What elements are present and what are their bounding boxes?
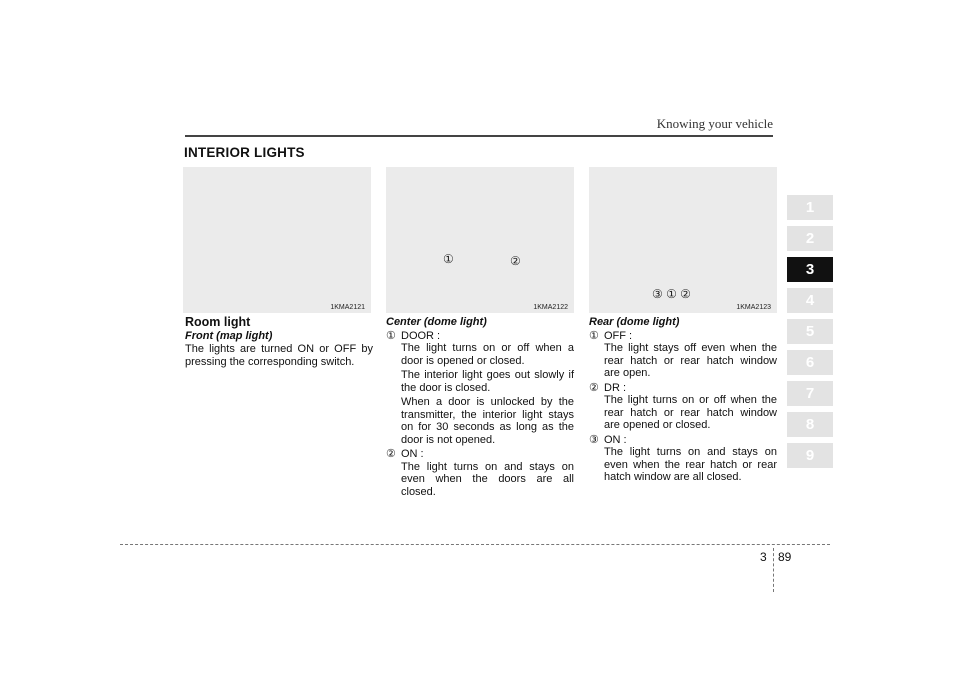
item-number: ② (589, 381, 599, 394)
item-description: The light stays off even when the rear hatch or rear hatch window are open. (604, 342, 777, 379)
item-description: The light turns on or off when the rear hatch or rear hatch window are opened or closed. (604, 394, 777, 431)
item-number: ① (386, 329, 396, 342)
heading-room-light: Room light (185, 315, 251, 329)
subheading-center-dome-light: Center (dome light) (386, 316, 487, 328)
header-rule (185, 135, 773, 137)
column-rear-dome-light (589, 316, 777, 486)
item-label: DOOR : (401, 329, 441, 342)
list-item (386, 448, 574, 461)
callout-2: ② (510, 254, 521, 268)
list-item (589, 382, 777, 395)
chapter-tab-2[interactable]: 2 (787, 226, 833, 251)
footer-rule (120, 544, 830, 545)
subheading-front-map-light: Front (map light) (185, 329, 273, 342)
figure-code: 1KMA2121 (330, 304, 365, 311)
figure-rear-dome-light (589, 167, 777, 313)
item-description: The light turns on or off when a door is opened or closed. (401, 342, 574, 367)
item-label: DR : (604, 381, 626, 394)
subheading-rear-dome-light: Rear (dome light) (589, 316, 680, 328)
chapter-tab-8[interactable]: 8 (787, 412, 833, 437)
figure-code: 1KMA2122 (533, 304, 568, 311)
chapter-tab-5[interactable]: 5 (787, 319, 833, 344)
chapter-tabs (787, 195, 833, 474)
callout-1: ① (443, 252, 454, 266)
figure-front-map-light (183, 167, 371, 313)
item-number: ② (386, 448, 396, 460)
item-description: The light turns on and stays on even when the doors are all closed. (401, 460, 574, 498)
list-item (589, 434, 777, 447)
figure-center-dome-light (386, 167, 574, 313)
body-text: The lights are turned ON or OFF by pressing the corresponding switch. (185, 343, 373, 368)
item-description: The light turns on and stays on even when the rear hatch or rear hatch window are all closed. (604, 446, 777, 483)
item-description: When a door is unlocked by the transmitter, the interior light stays on for 30 seconds as long as the door is not opened. (401, 396, 574, 446)
chapter-tab-7[interactable]: 7 (787, 381, 833, 406)
callout-group: ③ ① ② (652, 287, 691, 301)
chapter-tab-6[interactable]: 6 (787, 350, 833, 375)
chapter-tab-3[interactable]: 3 (787, 257, 833, 282)
section-title: INTERIOR LIGHTS (184, 145, 305, 160)
chapter-tab-9[interactable]: 9 (787, 443, 833, 468)
column-center-dome-light (386, 316, 574, 500)
column-room-light (185, 316, 373, 370)
item-number: ③ (589, 433, 599, 446)
figure-code: 1KMA2123 (736, 304, 771, 311)
item-label: ON : (401, 448, 424, 460)
chapter-tab-4[interactable]: 4 (787, 288, 833, 313)
chapter-tab-1[interactable]: 1 (787, 195, 833, 220)
item-label: ON : (604, 433, 627, 446)
item-number: ① (589, 329, 599, 342)
page-number: 89 (778, 550, 792, 564)
page-divider (773, 548, 774, 592)
item-label: OFF : (604, 329, 633, 342)
page-chapter: 3 (760, 550, 767, 564)
list-item (386, 330, 574, 343)
list-item (589, 330, 777, 343)
item-description: The interior light goes out slowly if the door is closed. (401, 369, 574, 394)
header-title: Knowing your vehicle (656, 116, 773, 131)
